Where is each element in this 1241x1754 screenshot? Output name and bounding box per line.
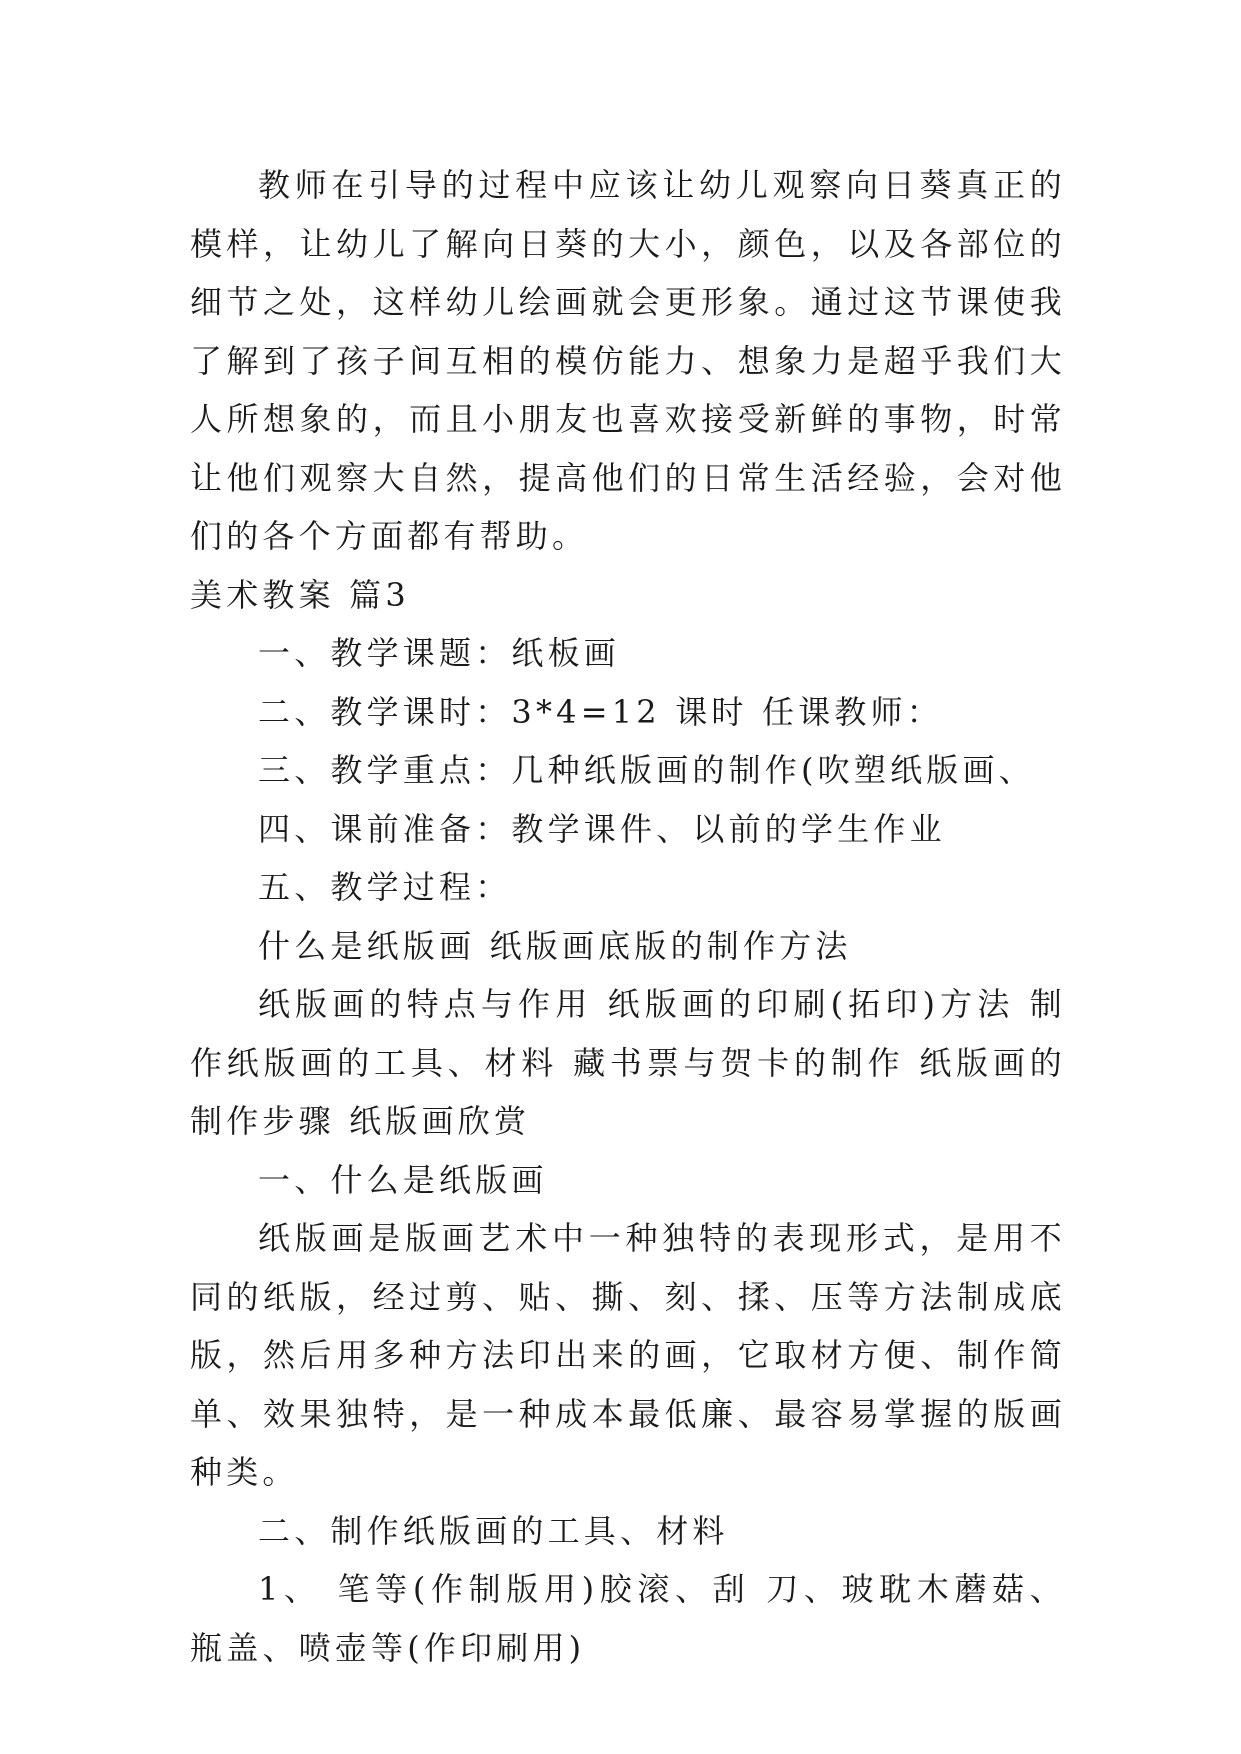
paragraph-subheading-2: 二、制作纸版画的工具、材料 [258, 1511, 729, 1550]
paragraph-tools: 1、 笔等(作制版用)胶滚、刮 刀、玻耽木蘑菇、瓶盖、喷壶等(作印刷用) [190, 1570, 1066, 1667]
paragraph-topic: 一、教学课题：纸板画 [258, 634, 621, 672]
document-body [190, 156, 1066, 1677]
paragraph-hours: 二、教学课时：3*4=12 课时 任课教师： [258, 692, 943, 731]
section-heading: 美术教案 篇3 [190, 575, 410, 614]
paragraph-subheading-1: 一、什么是纸版画 [258, 1160, 548, 1199]
paragraph-outline-2: 纸版画的特点与作用 纸版画的印刷(拓印)方法 制作纸版画的工具、材料 藏书票与贺卡的制作 纸版画的制作步骤 纸版画欣赏 [190, 985, 1066, 1140]
paragraph-intro: 教师在引导的过程中应该让幼儿观察向日葵真正的模样，让幼儿了解向日葵的大小，颜色，以及各部位的细节之处，这样幼儿绘画就会更形象。通过这节课使我了解到了孩子间互相的模仿能力、想象力是超乎我们大人所想象的，而且小朋友也喜欢接受新鲜的事物，时常让他们观察大自然，提高他们的日常生活经验，会对他们的各个方面都有帮助。 [190, 166, 1066, 555]
paragraph-definition: 纸版画是版画艺术中一种独特的表现形式，是用不同的纸版，经过剪、贴、撕、刻、揉、压等方法制成底版，然后用多种方法印出来的画，它取材方便、制作简单、效果独特，是一种成本最低廉、最容易掌握的版画种类。 [190, 1219, 1066, 1491]
paragraph-process: 五、教学过程： [258, 868, 512, 906]
paragraph-preparation: 四、课前准备：教学课件、以前的学生作业 [258, 809, 946, 848]
paragraph-key-points: 三、教学重点：几种纸版画的制作(吹塑纸版画、 [258, 751, 1035, 789]
paragraph-outline-1: 什么是纸版画 纸版画底版的制作方法 [258, 926, 852, 965]
